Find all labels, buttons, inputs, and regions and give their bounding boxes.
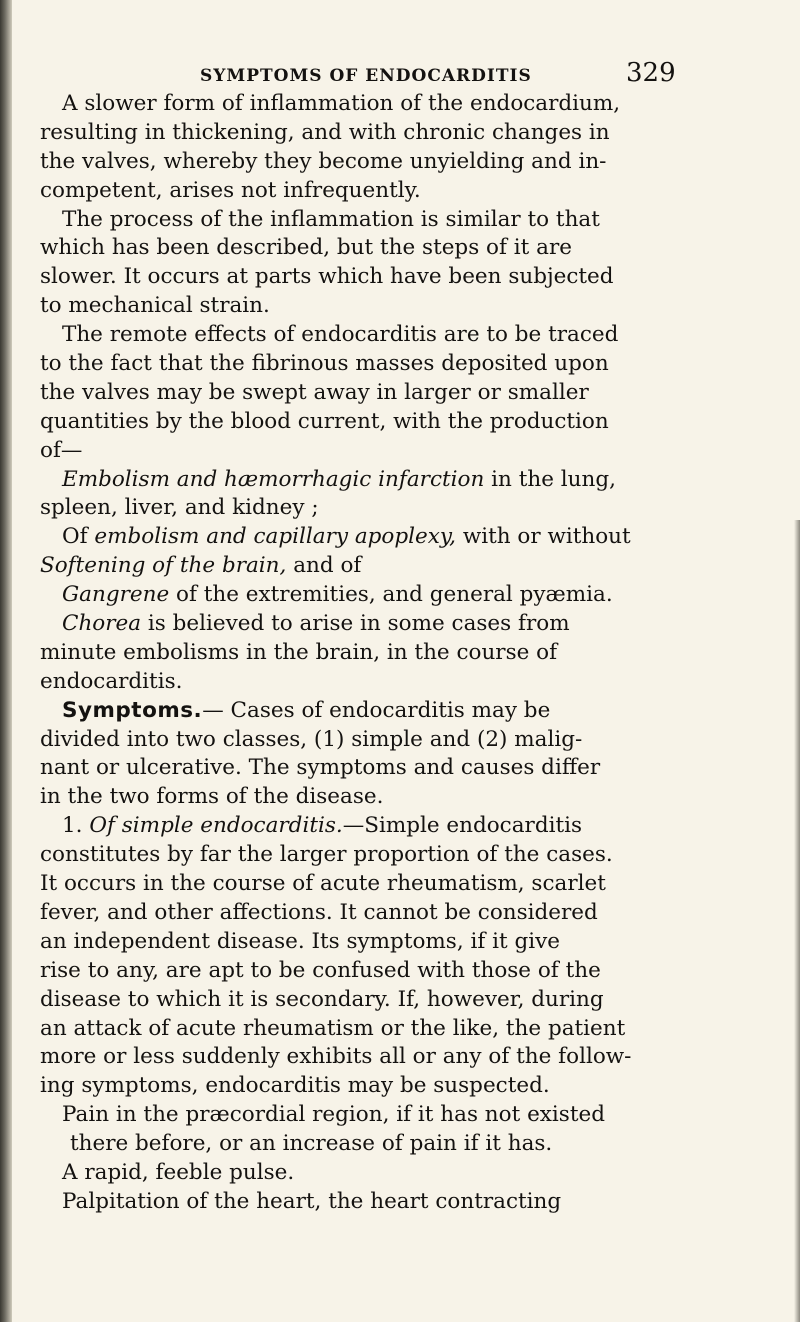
text-span: — Cases of endocarditis may be	[202, 697, 551, 723]
text-line: rise to any, are apt to be confused with those of the	[40, 957, 601, 983]
text-line: A rapid, feeble pulse.	[62, 1159, 295, 1185]
text-line	[40, 610, 760, 639]
text-line: disease to which it is secondary. If, however, during	[40, 986, 604, 1012]
text-span: Of	[62, 524, 95, 550]
text-line	[40, 523, 760, 552]
text-line: The process of the inflammation is similar to that	[62, 206, 600, 232]
text-span: with or without	[455, 524, 631, 550]
text-line: ing symptoms, endocarditis may be suspected.	[40, 1073, 550, 1099]
text-line: A slower form of inflammation of the endocardium,	[62, 91, 621, 116]
text-line: in the two forms of the disease.	[40, 784, 384, 810]
text-line: divided into two classes, (1) simple and (2) malig-	[40, 726, 583, 752]
text-span: 1.	[62, 813, 90, 839]
text-line: the valves may be swept away in larger or smaller	[40, 379, 589, 405]
page-gutter-shadow	[0, 0, 12, 1322]
text-span: and of	[286, 553, 362, 579]
page-header	[0, 58, 800, 94]
text-span: in the lung,	[484, 466, 616, 492]
italic-term: Softening of the brain,	[40, 553, 287, 579]
text-line: Pain in the præcordial region, if it has not existed	[62, 1102, 605, 1128]
text-line: Palpitation of the heart, the heart contracting	[62, 1188, 562, 1214]
text-span: is believed to arise in some cases from	[141, 611, 570, 637]
text-line: an independent disease. Its symptoms, if it give	[40, 928, 561, 954]
text-span: of the extremities, and general pyæmia.	[169, 582, 613, 608]
text-line: fever, and other affections. It cannot be considered	[40, 899, 598, 925]
text-line: resulting in thickening, and with chronic changes in	[40, 119, 610, 145]
section-heading: Symptoms.	[62, 697, 203, 723]
text-line: the valves, whereby they become unyielding and in-	[40, 148, 607, 174]
text-line: more or less suddenly exhibits all or any of the follow-	[40, 1044, 632, 1070]
text-line	[40, 812, 760, 841]
text-line: there before, or an increase of pain if it has.	[70, 1131, 553, 1157]
text-line: which has been described, but the steps of it are	[40, 235, 572, 261]
italic-term: embolism and capillary apoplexy,	[94, 524, 456, 550]
text-span: —Simple endocarditis	[342, 813, 583, 839]
text-line	[40, 466, 760, 495]
running-head: SYMPTOMS OF ENDOCARDITIS	[200, 66, 532, 86]
text-line: competent, arises not infrequently.	[40, 177, 421, 203]
text-line: to mechanical strain.	[40, 293, 270, 319]
text-line: nant or ulcerative. The symptoms and causes differ	[40, 755, 601, 781]
text-line: constitutes by far the larger proportion of the cases.	[40, 842, 613, 868]
italic-term: Of simple endocarditis.	[89, 813, 343, 839]
text-line: endocarditis.	[40, 668, 183, 694]
body-text	[40, 90, 760, 1217]
text-line: minute embolisms in the brain, in the course of	[40, 639, 558, 665]
text-line: of—	[40, 437, 83, 463]
text-line: It occurs in the course of acute rheumatism, scarlet	[40, 871, 606, 897]
text-line: slower. It occurs at parts which have been subjected	[40, 264, 614, 290]
page-edge-shadow	[794, 520, 800, 1322]
italic-term: Chorea	[62, 611, 142, 637]
italic-term: Embolism and hæmorrhagic infarction	[62, 466, 485, 492]
text-line	[40, 697, 760, 726]
page-number: 329	[626, 58, 676, 88]
text-line: an attack of acute rheumatism or the like, the patient	[40, 1015, 626, 1041]
text-line: The remote effects of endocarditis are to be traced	[62, 322, 619, 348]
text-line: spleen, liver, and kidney ;	[40, 495, 319, 521]
text-line: to the fact that the fibrinous masses deposited upon	[40, 351, 609, 377]
text-line	[40, 581, 760, 610]
text-line	[40, 552, 760, 581]
italic-term: Gangrene	[62, 582, 170, 608]
text-line: quantities by the blood current, with the production	[40, 408, 609, 434]
